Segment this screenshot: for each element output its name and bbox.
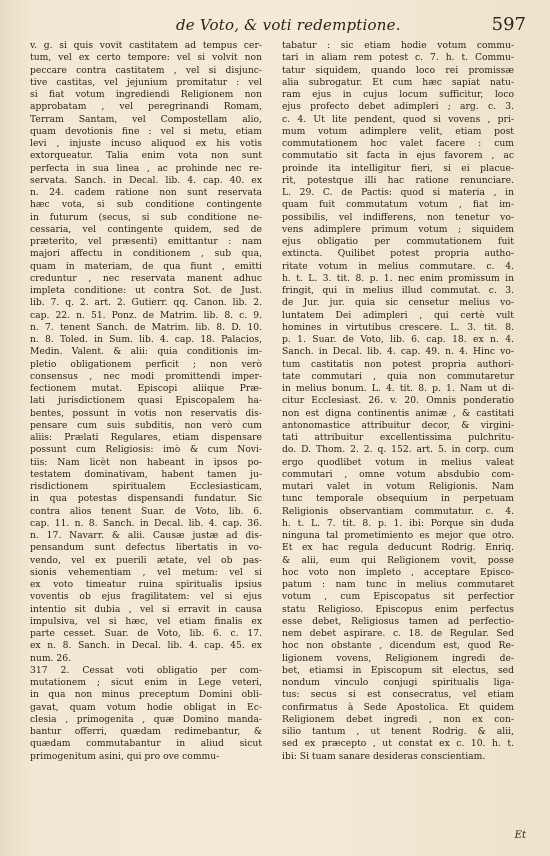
- text-line: gavat, quam votum hodie obligat in Ec-: [30, 701, 262, 713]
- text-line: lati jurisdictionem quasi Episcopalem ha-: [30, 395, 262, 407]
- text-line: ninguna tal prometimiento es mejor que otro.: [282, 530, 514, 541]
- text-line: sed ex præcepto , ut constat ex c. 10. h. t.: [282, 738, 514, 750]
- text-line: cap. 11. n. 8. Sanch. in Decal. lib. 4. cap. 36.: [30, 517, 262, 529]
- text-line: Religionem debet ingredi , non ex con-: [282, 713, 514, 725]
- text-line: n. 7. tenent Sanch. de Matrim. lib. 8. D. 10.: [30, 321, 262, 333]
- text-line: bet, etiamsi in Episcopum sit electus, sed: [282, 664, 514, 676]
- text-line: commutatio sit facta in ejus favorem , ac: [282, 150, 514, 162]
- page-header: [28, 14, 526, 38]
- text-line: n. 17. Navarr. & alii. Causæ justæ ad dis-: [30, 530, 262, 541]
- text-line: & alii, eum qui Religionem vovit, posse: [282, 554, 514, 566]
- text-line: quædam commutabantur in aliud sicut: [30, 738, 262, 750]
- text-line: quam in materiam, de qua fiunt , emitti: [30, 260, 262, 272]
- text-line: tive castitas, vel jejunium promitatur : vel: [30, 76, 262, 88]
- text-line: ex voto timeatur ruina spiritualis ipsius: [30, 579, 262, 590]
- text-line: primogenitum asini, qui pro ove commu-: [30, 750, 220, 762]
- text-line: ergo quodlibet votum in melius valeat: [282, 456, 514, 468]
- text-line: contra alios tenent Suar. de Voto, lib. 6.: [30, 505, 262, 517]
- running-title: de Voto, & voti redemptione.: [176, 16, 401, 34]
- text-line: nem debet aspirare. c. 18. de Regular. Sed: [282, 628, 514, 639]
- text-line: rit, potestque illi hac ratione renunciare.: [282, 174, 514, 186]
- text-line: parte cesset. Suar. de Voto, lib. 6. c. 17.: [30, 628, 262, 639]
- text-line: pensare cum suis subditis, non verò cum: [30, 419, 262, 431]
- text-line: hæc vota, si sub conditione contingente: [30, 199, 262, 211]
- text-line: risdictionem spiritualem Ecclesiasticam,: [30, 481, 262, 492]
- text-line: peccare contra castitatem , vel si disjunc-: [30, 64, 262, 76]
- text-line: tiis: Nam licèt non habeant in ipsos po-: [30, 456, 262, 468]
- text-line: v. g. si quis vovit castitatem ad tempus cer-: [30, 40, 262, 51]
- text-line: n. 8. Toled. in Sum. lib. 4. cap. 18. Palacios,: [30, 334, 262, 345]
- text-line: ibi: Si tuam sanare desideras conscientiam.: [282, 750, 486, 762]
- text-line: tatur siquidem, quando loco rei promissæ: [282, 64, 514, 76]
- text-line: do. D. Thom. 2. 2. q. 152. art. 5. in corp. cum: [282, 444, 514, 456]
- text-line: in melius bonum. L. 4. tit. 8. p. 1. Nam ut di-: [282, 383, 514, 394]
- text-line: esse debet, Religiosus tamen ad perfectio-: [282, 615, 514, 627]
- text-line: tus: secus si est consecratus, vel etiam: [282, 689, 514, 701]
- text-line: hoc non obstante , dicendum est, quod Re-: [282, 640, 514, 652]
- text-line: ritate votum in melius commutare. c. 4.: [282, 260, 514, 272]
- text-line: ejus profecto debet adimpleri ; arg. c. 3.: [282, 101, 514, 113]
- text-line: fectionem mutat. Episcopi aliique Præ-: [30, 383, 262, 394]
- text-line: 317 2. Cessat voti obligatio per com-: [30, 664, 262, 676]
- text-line: bantur offerri, quædam redimebantur, &: [30, 726, 262, 737]
- text-line: testatem dominativam, habent tamen ju-: [30, 468, 262, 480]
- text-line: ejus obligatio per commutationem fuit: [282, 236, 514, 247]
- text-line: tati attribuitur excellentissima pulchritu-: [282, 432, 514, 443]
- text-line: mutationem ; sicut enim in Lege veteri,: [30, 677, 262, 688]
- text-line: proinde ita intelligitur fieri, si ei placue-: [282, 162, 514, 174]
- text-line: perfecta in sua linea , ac prohinde nec re-: [30, 162, 262, 174]
- text-line: commutari , omne votum absdubio com-: [282, 468, 514, 480]
- text-line: citur Ecclesiast. 26. v. 20. Omnis ponderatio: [282, 395, 514, 407]
- text-line: luntatem Dei adimpleri , qui certè vult: [282, 309, 514, 321]
- text-line: mum votum adimplere velit, etiam post: [282, 125, 514, 137]
- text-line: nondum vinculo conjugi spiritualis liga-: [282, 677, 514, 688]
- text-line: homines in virtutibus crescere. L. 3. tit. 8.: [282, 321, 514, 333]
- text-line: votum , cum Episcopatus sit perfectior: [282, 591, 514, 603]
- text-line: tum, vel ex certo tempore: vel si volvit non: [30, 52, 262, 64]
- text-line: antonomastice attribuitur decor, & virgini-: [282, 419, 514, 431]
- text-line: ex n. 8. Sanch. in Decal. lib. 4. cap. 45. ex: [30, 640, 262, 652]
- text-line: intentio sit dubia , vel si erravit in causa: [30, 603, 262, 615]
- text-line: extincta. Quilibet potest propria autho-: [282, 248, 514, 260]
- text-line: h. t. L. 7. tit. 8. p. 1. ibi: Porque sin duda: [282, 517, 514, 529]
- text-line: mutari valet in votum Religionis. Nam: [282, 481, 514, 492]
- text-line: alia subrogatur. Et cum hæc sapiat natu-: [282, 76, 514, 88]
- text-line: quam devotionis fine : vel si metu, etiam: [30, 125, 262, 137]
- text-line: consensus , nec modi promittendi imper-: [30, 370, 262, 382]
- text-line: Terram Santam, vel Compostellam alio,: [30, 113, 262, 125]
- text-line: possibilis, vel indifferens, non tenetur vo-: [282, 211, 514, 223]
- text-line: pletio obligationem perficit ; non verò: [30, 358, 262, 370]
- text-line: creduntur , nec reservata manent adhuc: [30, 272, 262, 284]
- text-line: præterito, vel præsenti) emittantur : nam: [30, 236, 262, 247]
- text-line: aliis: Prælati Regulares, etiam dispensare: [30, 432, 262, 443]
- text-line: servata. Sanch. in Decal. lib. 4. cap. 40. ex: [30, 174, 262, 186]
- text-line: clesia , primogenita , quæ Domino manda-: [30, 713, 262, 725]
- text-line: quam fuit commutatum votum , fiat im-: [282, 199, 514, 211]
- text-line: Medin. Valent. & alii: quia conditionis im-: [30, 346, 262, 358]
- text-line: cessaria, vel contingente quidem, sed de: [30, 223, 262, 235]
- text-line: vendo, vel ex puerili ætate, vel ob pas-: [30, 554, 262, 566]
- text-line: Et ex hac regula deducunt Rodrig. Enriq.: [282, 542, 514, 554]
- text-line: voventis ob ejus fragilitatem: vel si ejus: [30, 591, 262, 603]
- text-line: tunc temporale obsequium in perpetuam: [282, 493, 514, 505]
- text-line: extorqueatur. Talia enim vota non sunt: [30, 150, 262, 162]
- text-line: p. 1. Suar. de Voto, lib. 6. cap. 18. ex n. 4.: [282, 334, 514, 345]
- text-line: impulsiva, vel si hæc, vel etiam finalis ex: [30, 615, 262, 627]
- text-line: majori affectu in conditionem , sub qua,: [30, 248, 262, 260]
- text-line: tum castitatis non potest propria authori-: [282, 358, 514, 370]
- text-line: si fiat votum ingrediendi Religionem non: [30, 89, 262, 100]
- text-line: h. t. L. 3. tit. 8. p. 1. nec enim promissum in: [282, 272, 514, 284]
- text-line: hoc voto non impleto , acceptare Episco-: [282, 566, 514, 578]
- text-line: non est digna continentis animæ , & castitati: [282, 407, 514, 419]
- text-line: sionis vehementiam , vel metum: vel si: [30, 566, 262, 578]
- text-line: levi , injuste incuso aliquod ex his votis: [30, 138, 262, 149]
- text-line: confirmatus à Sede Apostolica. Et quidem: [282, 701, 514, 713]
- text-line: in qua non minus preceptum Domini obli-: [30, 689, 262, 701]
- left-text-column: [30, 40, 262, 763]
- text-line: n. 24. cadem ratione non sunt reservata: [30, 187, 262, 198]
- text-line: commutationem hoc valet facere : cum: [282, 138, 514, 149]
- right-text-column: [282, 40, 514, 763]
- text-line: L. 29. C. de Pactis: quod si materia , in: [282, 187, 514, 198]
- text-line: de Jur. jur. quia sic censetur melius vo-: [282, 297, 514, 309]
- text-line: silio tantum , ut tenent Rodrig. & alii,: [282, 726, 514, 737]
- text-line: ram ejus in cujus locum sufficitur, loco: [282, 89, 514, 100]
- text-line: cap. 22. n. 51. Ponz. de Matrim. lib. 8. c. 9.: [30, 309, 262, 321]
- text-line: num. 26.: [30, 652, 71, 664]
- text-line: statu Religioso. Episcopus enim perfectus: [282, 603, 514, 615]
- text-line: approbatam , vel peregrinandi Romam,: [30, 101, 262, 113]
- text-line: tari in aliam rem potest c. 7. h. t. Commu-: [282, 52, 514, 64]
- text-line: tate commutari , quia non commutaretur: [282, 370, 514, 382]
- text-line: vens adimplere primum votum ; siquidem: [282, 223, 514, 235]
- text-line: in qua potestas dispensandi fundatur. Sic: [30, 493, 262, 505]
- text-line: Religionis observantiam commutatur. c. 4.: [282, 505, 514, 517]
- page-number: 597: [491, 14, 526, 35]
- text-line: bentes, possunt in votis non reservatis dis-: [30, 407, 262, 419]
- text-line: pensandum sunt defectus libertatis in vo-: [30, 542, 262, 554]
- text-line: ligionem vovens, Religionem ingredi de-: [282, 652, 514, 664]
- text-line: possunt cum Religiosis: imò & cum Novi-: [30, 444, 262, 456]
- text-line: Sanch. in Decal. lib. 4. cap. 49. n. 4. Hinc vo-: [282, 346, 514, 358]
- catchword: Et: [514, 830, 526, 841]
- text-line: patum : nam tunc in melius commutaret: [282, 579, 514, 590]
- text-line: fringit, qui in melius illud commutat. c. 3.: [282, 285, 514, 296]
- text-line: impleta conditione: ut contra Sot. de Just.: [30, 285, 262, 296]
- text-line: c. 4. Ut lite pendent, quod si vovens , pri-: [282, 113, 514, 125]
- text-line: tabatur : sic etiam hodie votum commu-: [282, 40, 514, 51]
- text-line: lib. 7. q. 2. art. 2. Gutierr. qq. Canon. lib. 2.: [30, 297, 262, 309]
- text-line: in futurum (secus, si sub conditione ne-: [30, 211, 262, 223]
